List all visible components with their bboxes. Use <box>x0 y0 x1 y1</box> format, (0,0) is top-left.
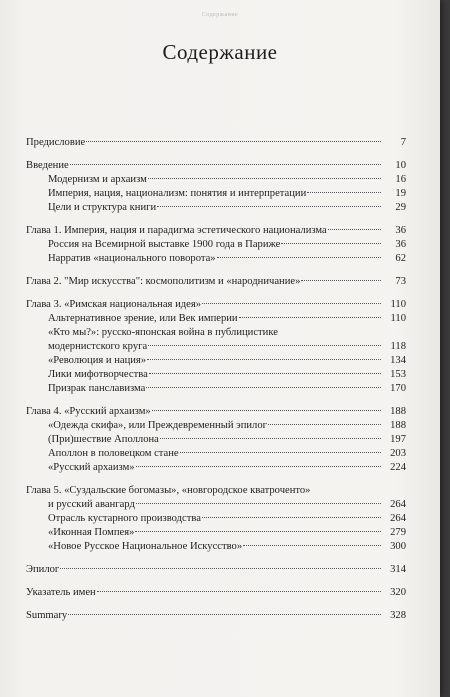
toc-page-number: 19 <box>395 188 406 199</box>
toc-dot-leader <box>148 178 381 179</box>
toc-entry-ch5-2 <box>26 526 406 540</box>
toc-entry-ch5a <box>26 484 406 498</box>
toc-entry-title: «Русский архаизм» <box>48 462 135 473</box>
toc-entry-ch3-5 <box>26 382 406 396</box>
toc-dot-leader <box>148 345 381 346</box>
toc-entry-title: «Новое Русское Национальное Искусство» <box>48 541 243 552</box>
toc-dot-leader <box>147 359 381 360</box>
toc-entry-ch4 <box>26 405 406 419</box>
toc-page-number: 170 <box>390 383 406 394</box>
toc-entry-title: и русский авангард <box>48 499 135 510</box>
toc-entry-ch3-1 <box>26 312 406 326</box>
toc-entry-title: Россия на Всемирной выставке 1900 года в Париже <box>48 239 281 250</box>
toc-page-number: 203 <box>390 448 406 459</box>
page-title: Содержание <box>162 40 278 64</box>
toc-entry-title: Цели и структура книги <box>48 202 157 213</box>
toc-page-number: 110 <box>390 313 406 324</box>
toc-entry-ch4-1 <box>26 419 406 433</box>
toc-entry-title: Призрак панславизма <box>48 383 146 394</box>
toc-page-number: 264 <box>390 499 406 510</box>
toc-entry-ch3-3 <box>26 354 406 368</box>
toc-entry-title: «Одежда скифа», или Преждевременный эпилог <box>48 420 267 431</box>
toc-entry-ch3-2a <box>26 326 406 340</box>
toc-page-number: 264 <box>390 513 406 524</box>
toc-entry-title: Нарратив «национального поворота» <box>48 253 216 264</box>
toc-dot-leader <box>243 545 381 546</box>
toc-entry-ch4-2 <box>26 433 406 447</box>
toc-dot-leader <box>328 229 381 230</box>
toc-dot-leader <box>135 531 381 532</box>
toc-entry-intro <box>26 159 406 173</box>
toc-dot-leader <box>217 257 381 258</box>
toc-entry-title: Глава 3. «Римская национальная идея» <box>26 299 202 310</box>
toc-page-number: 110 <box>390 299 406 310</box>
toc-entry-ch5-3 <box>26 540 406 554</box>
toc-dot-leader <box>136 466 381 467</box>
toc-entry-ch3-2b <box>26 340 406 354</box>
toc-page-number: 62 <box>395 253 406 264</box>
toc-entry-title: «Революция и нация» <box>48 355 147 366</box>
toc-dot-leader <box>146 387 381 388</box>
toc-entry-title: «Кто мы?»: русско-японская война в публицистике <box>48 327 278 338</box>
toc-entry-title: Указатель имен <box>26 587 96 598</box>
toc-dot-leader <box>68 614 381 615</box>
toc-dot-leader <box>202 517 381 518</box>
toc-page-number: 197 <box>390 434 406 445</box>
toc-dot-leader <box>152 410 381 411</box>
toc-entry-title: Глава 1. Империя, нация и парадигма эстетического национализма <box>26 225 327 236</box>
toc-dot-leader <box>157 206 381 207</box>
toc-entry-index <box>26 586 406 600</box>
table-of-contents <box>26 136 406 623</box>
toc-entry-title: (При)шествие Аполлона <box>48 434 159 445</box>
toc-page-number: 73 <box>395 276 406 287</box>
toc-entry-ch3 <box>26 298 406 312</box>
toc-entry-title: Альтернативное зрение, или Век империи <box>48 313 238 324</box>
toc-page-number: 10 <box>395 160 406 171</box>
toc-page-number: 320 <box>390 587 406 598</box>
toc-entry-title: «Иконная Помпея» <box>48 527 135 538</box>
toc-dot-leader <box>70 164 381 165</box>
toc-entry-title: Предисловие <box>26 137 86 148</box>
toc-dot-leader <box>180 452 381 453</box>
toc-page-number: 36 <box>395 239 406 250</box>
toc-page-number: 188 <box>390 406 406 417</box>
toc-dot-leader <box>202 303 381 304</box>
toc-page-number: 36 <box>395 225 406 236</box>
toc-entry-title: Введение <box>26 160 69 171</box>
toc-entry-title: Глава 2. "Мир искусства": космополитизм и «народничание» <box>26 276 301 287</box>
toc-entry-ch5-1 <box>26 512 406 526</box>
toc-entry-epilogue <box>26 563 406 577</box>
toc-entry-intro-1 <box>26 173 406 187</box>
toc-dot-leader <box>268 424 381 425</box>
toc-dot-leader <box>97 591 381 592</box>
toc-page-number: 29 <box>395 202 406 213</box>
toc-entry-intro-3 <box>26 201 406 215</box>
toc-entry-ch1-2 <box>26 252 406 266</box>
toc-entry-ch1-1 <box>26 238 406 252</box>
toc-dot-leader <box>86 141 381 142</box>
toc-page-number: 224 <box>390 462 406 473</box>
toc-entry-ch4-4 <box>26 461 406 475</box>
toc-dot-leader <box>281 243 381 244</box>
toc-entry-title: Лики мифотворчества <box>48 369 148 380</box>
toc-page-number: 279 <box>390 527 406 538</box>
toc-entry-title: Модернизм и архаизм <box>48 174 147 185</box>
toc-entry-title: Эпилог <box>26 564 60 575</box>
toc-entry-title: Глава 5. «Суздальские богомазы», «новгородское кватроченто» <box>26 485 311 496</box>
toc-page-number: 328 <box>390 610 406 621</box>
toc-entry-title: Отрасль кустарного производства <box>48 513 201 524</box>
toc-dot-leader <box>136 503 381 504</box>
toc-entry-ch2 <box>26 275 406 289</box>
toc-page-number: 300 <box>390 541 406 552</box>
toc-entry-summary <box>26 609 406 623</box>
toc-entry-title: Глава 4. «Русский архаизм» <box>26 406 151 417</box>
toc-entry-title: Империя, нация, национализм: понятия и интерпретации <box>48 188 307 199</box>
toc-entry-ch3-4 <box>26 368 406 382</box>
toc-dot-leader <box>307 192 381 193</box>
toc-dot-leader <box>239 317 381 318</box>
toc-page-number: 153 <box>390 369 406 380</box>
toc-entry-ch1 <box>26 224 406 238</box>
toc-entry-ch4-3 <box>26 447 406 461</box>
toc-page-number: 134 <box>390 355 406 366</box>
toc-dot-leader <box>60 568 381 569</box>
running-head: Содержание <box>201 12 239 18</box>
toc-page-number: 188 <box>390 420 406 431</box>
toc-page-number: 118 <box>390 341 406 352</box>
toc-dot-leader <box>301 280 381 281</box>
toc-entry-intro-2 <box>26 187 406 201</box>
toc-page-number: 314 <box>390 564 406 575</box>
toc-entry-title: модернистского круга <box>48 341 148 352</box>
toc-entry-preface <box>26 136 406 150</box>
toc-dot-leader <box>149 373 381 374</box>
toc-entry-title: Summary <box>26 610 68 621</box>
toc-entry-ch5b <box>26 498 406 512</box>
toc-page-number: 7 <box>400 137 406 148</box>
toc-dot-leader <box>160 438 381 439</box>
toc-entry-title: Аполлон в половецком стане <box>48 448 179 459</box>
toc-page-number: 16 <box>395 174 406 185</box>
